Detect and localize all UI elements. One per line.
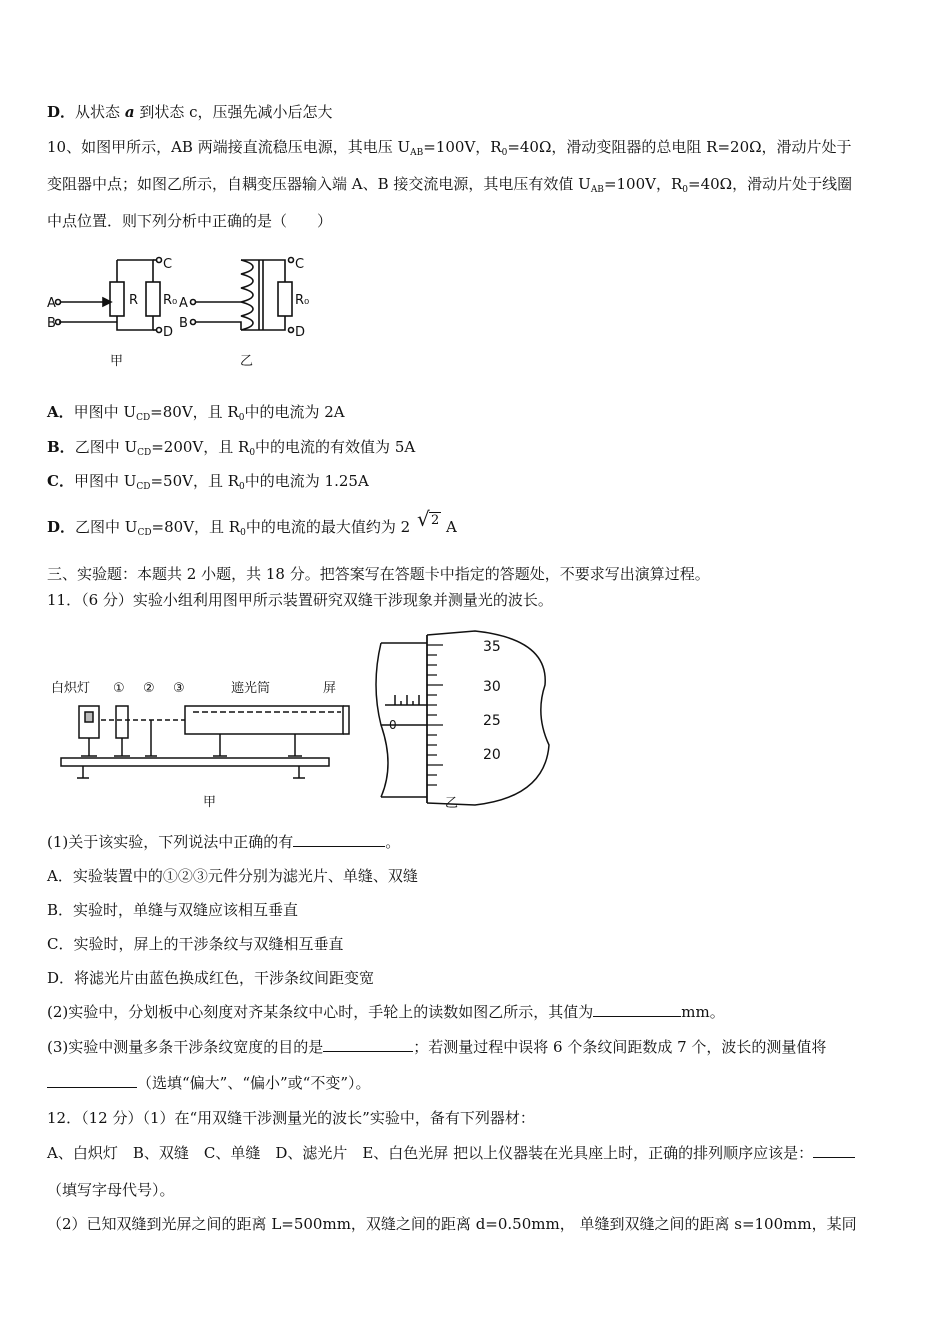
q12-line-2: A、白炽灯 B、双缝 C、单缝 D、滤光片 E、白色光屏 把以上仪器装在光具座上时，正确的排列顺序应该是：	[47, 1143, 855, 1163]
q10-option-b: B．乙图中 $U_{CD}=200V$，且 $R_0$中的电流的有效值为 5A	[47, 438, 416, 458]
fig-label-c2: C	[295, 257, 305, 272]
label-c3: ③	[173, 681, 185, 696]
label-jia: 甲	[203, 795, 217, 810]
label-lamp: 白炽灯	[51, 681, 91, 696]
fig-label-a: A	[47, 296, 56, 311]
q10-option-a: A．甲图中 $U_{CD}=80V$，且 $R_0$中的电流为 2A	[47, 403, 345, 423]
answer-blank-2[interactable]	[593, 1002, 681, 1017]
label-c2: ②	[143, 681, 155, 696]
q10-stem-line-1: 10、如图甲所示，AB 两端接直流稳压电源，其电压 $U_{AB}=100V$，$R_0=40\Omega$，滑动变阻器的总电阻 R=20Ω，滑动片处于	[47, 138, 852, 158]
q11-option-a: A．实验装置中的①②③元件分别为滤光片、单缝、双缝	[47, 867, 418, 885]
fig-label-r: R	[129, 293, 139, 308]
fig-label-jia: 甲	[110, 354, 124, 369]
q10-stem-line-3: 中点位置．则下列分析中正确的是（ ）	[47, 212, 333, 230]
fig-label-a2: A	[179, 296, 188, 311]
q11-apparatus-figure	[45, 670, 365, 820]
answer-blank-5[interactable]	[813, 1143, 855, 1158]
q11-option-c: C．实验时，屏上的干涉条纹与双缝相互垂直	[47, 935, 344, 953]
q12-line-3: （填写字母代号）。	[47, 1181, 175, 1199]
label-yi: 乙	[445, 796, 459, 811]
q11-option-d: D．将滤光片由蓝色换成红色，干涉条纹间距变宽	[47, 969, 375, 987]
q10-option-c: C．甲图中 $U_{CD}=50V$，且 $R_0$中的电流为 1.25A	[47, 472, 369, 492]
fig-label-d: D	[163, 325, 174, 340]
q11-micrometer-figure	[365, 625, 555, 815]
fig-label-c: C	[163, 257, 173, 272]
label-screen: 屏	[323, 681, 337, 696]
q10-circuit-figure	[45, 248, 345, 378]
fig-label-r0-2: R₀	[295, 293, 310, 308]
sqrt-symbol: √ 2	[416, 507, 440, 531]
answer-blank-1[interactable]	[293, 832, 385, 847]
label-tube: 遮光筒	[231, 681, 271, 696]
q11-stem: 11．（6 分）实验小组利用图甲所示装置研究双缝干涉现象并测量光的波长。	[47, 591, 553, 609]
fig-label-r0: R₀	[163, 293, 178, 308]
scale-30: 30	[483, 679, 501, 695]
scale-35: 35	[483, 639, 501, 655]
scale-0: 0	[389, 718, 397, 732]
q12-stem: 12．（12 分）（1）在“用双缝干涉测量光的波长”实验中，备有下列器材：	[47, 1109, 535, 1127]
scale-20: 20	[483, 747, 501, 763]
q10-stem-line-2: 变阻器中点；如图乙所示，自耦变压器输入端 A、B 接交流电源，其电压有效值 $U_{AB}=100V$，$R_0=40\Omega$，滑动片处于线圈	[47, 175, 853, 195]
fig-label-b: B	[47, 316, 56, 331]
q9-option-d: D．从状态 a 到状态 c，压强先减小后怎大	[47, 103, 333, 121]
q11-part-1: (1)关于该实验，下列说法中正确的有 。	[47, 833, 401, 851]
q11-part-3: (3)实验中测量多条干涉条纹宽度的目的是 ；若测量过程中误将 6 个条纹间距数成 7 个，波长的测量值将	[47, 1038, 827, 1056]
q11-option-b: B．实验时，单缝与双缝应该相互垂直	[47, 901, 299, 919]
answer-blank-3[interactable]	[323, 1037, 413, 1052]
fig-label-d2: D	[295, 325, 306, 340]
label-c1: ①	[113, 681, 125, 696]
q11-part-3-line-2: （选填“偏大”、“偏小”或“不变”）。	[47, 1073, 371, 1093]
q11-part-2: (2)实验中，分划板中心刻度对齐某条纹中心时，手轮上的读数如图乙所示，其值为 mm。	[47, 1003, 725, 1021]
answer-blank-4[interactable]	[47, 1073, 137, 1088]
q12-line-4: （2）已知双缝到光屏之间的距离 L=500mm，双缝之间的距离 d=0.50mm， 单缝到双缝之间的距离 s=100mm，某同	[47, 1215, 857, 1233]
fig-label-yi: 乙	[240, 354, 254, 369]
q10-option-d: D．乙图中 $U_{CD}=80V$，且 $R_0$中的电流的最大值约为 2 √ 2 A	[47, 507, 457, 538]
fig-label-b2: B	[179, 316, 188, 331]
section-3-title: 三、实验题：本题共 2 小题，共 18 分。把答案写在答题卡中指定的答题处，不要求写出演算过程。	[47, 565, 710, 583]
scale-25: 25	[483, 713, 501, 729]
